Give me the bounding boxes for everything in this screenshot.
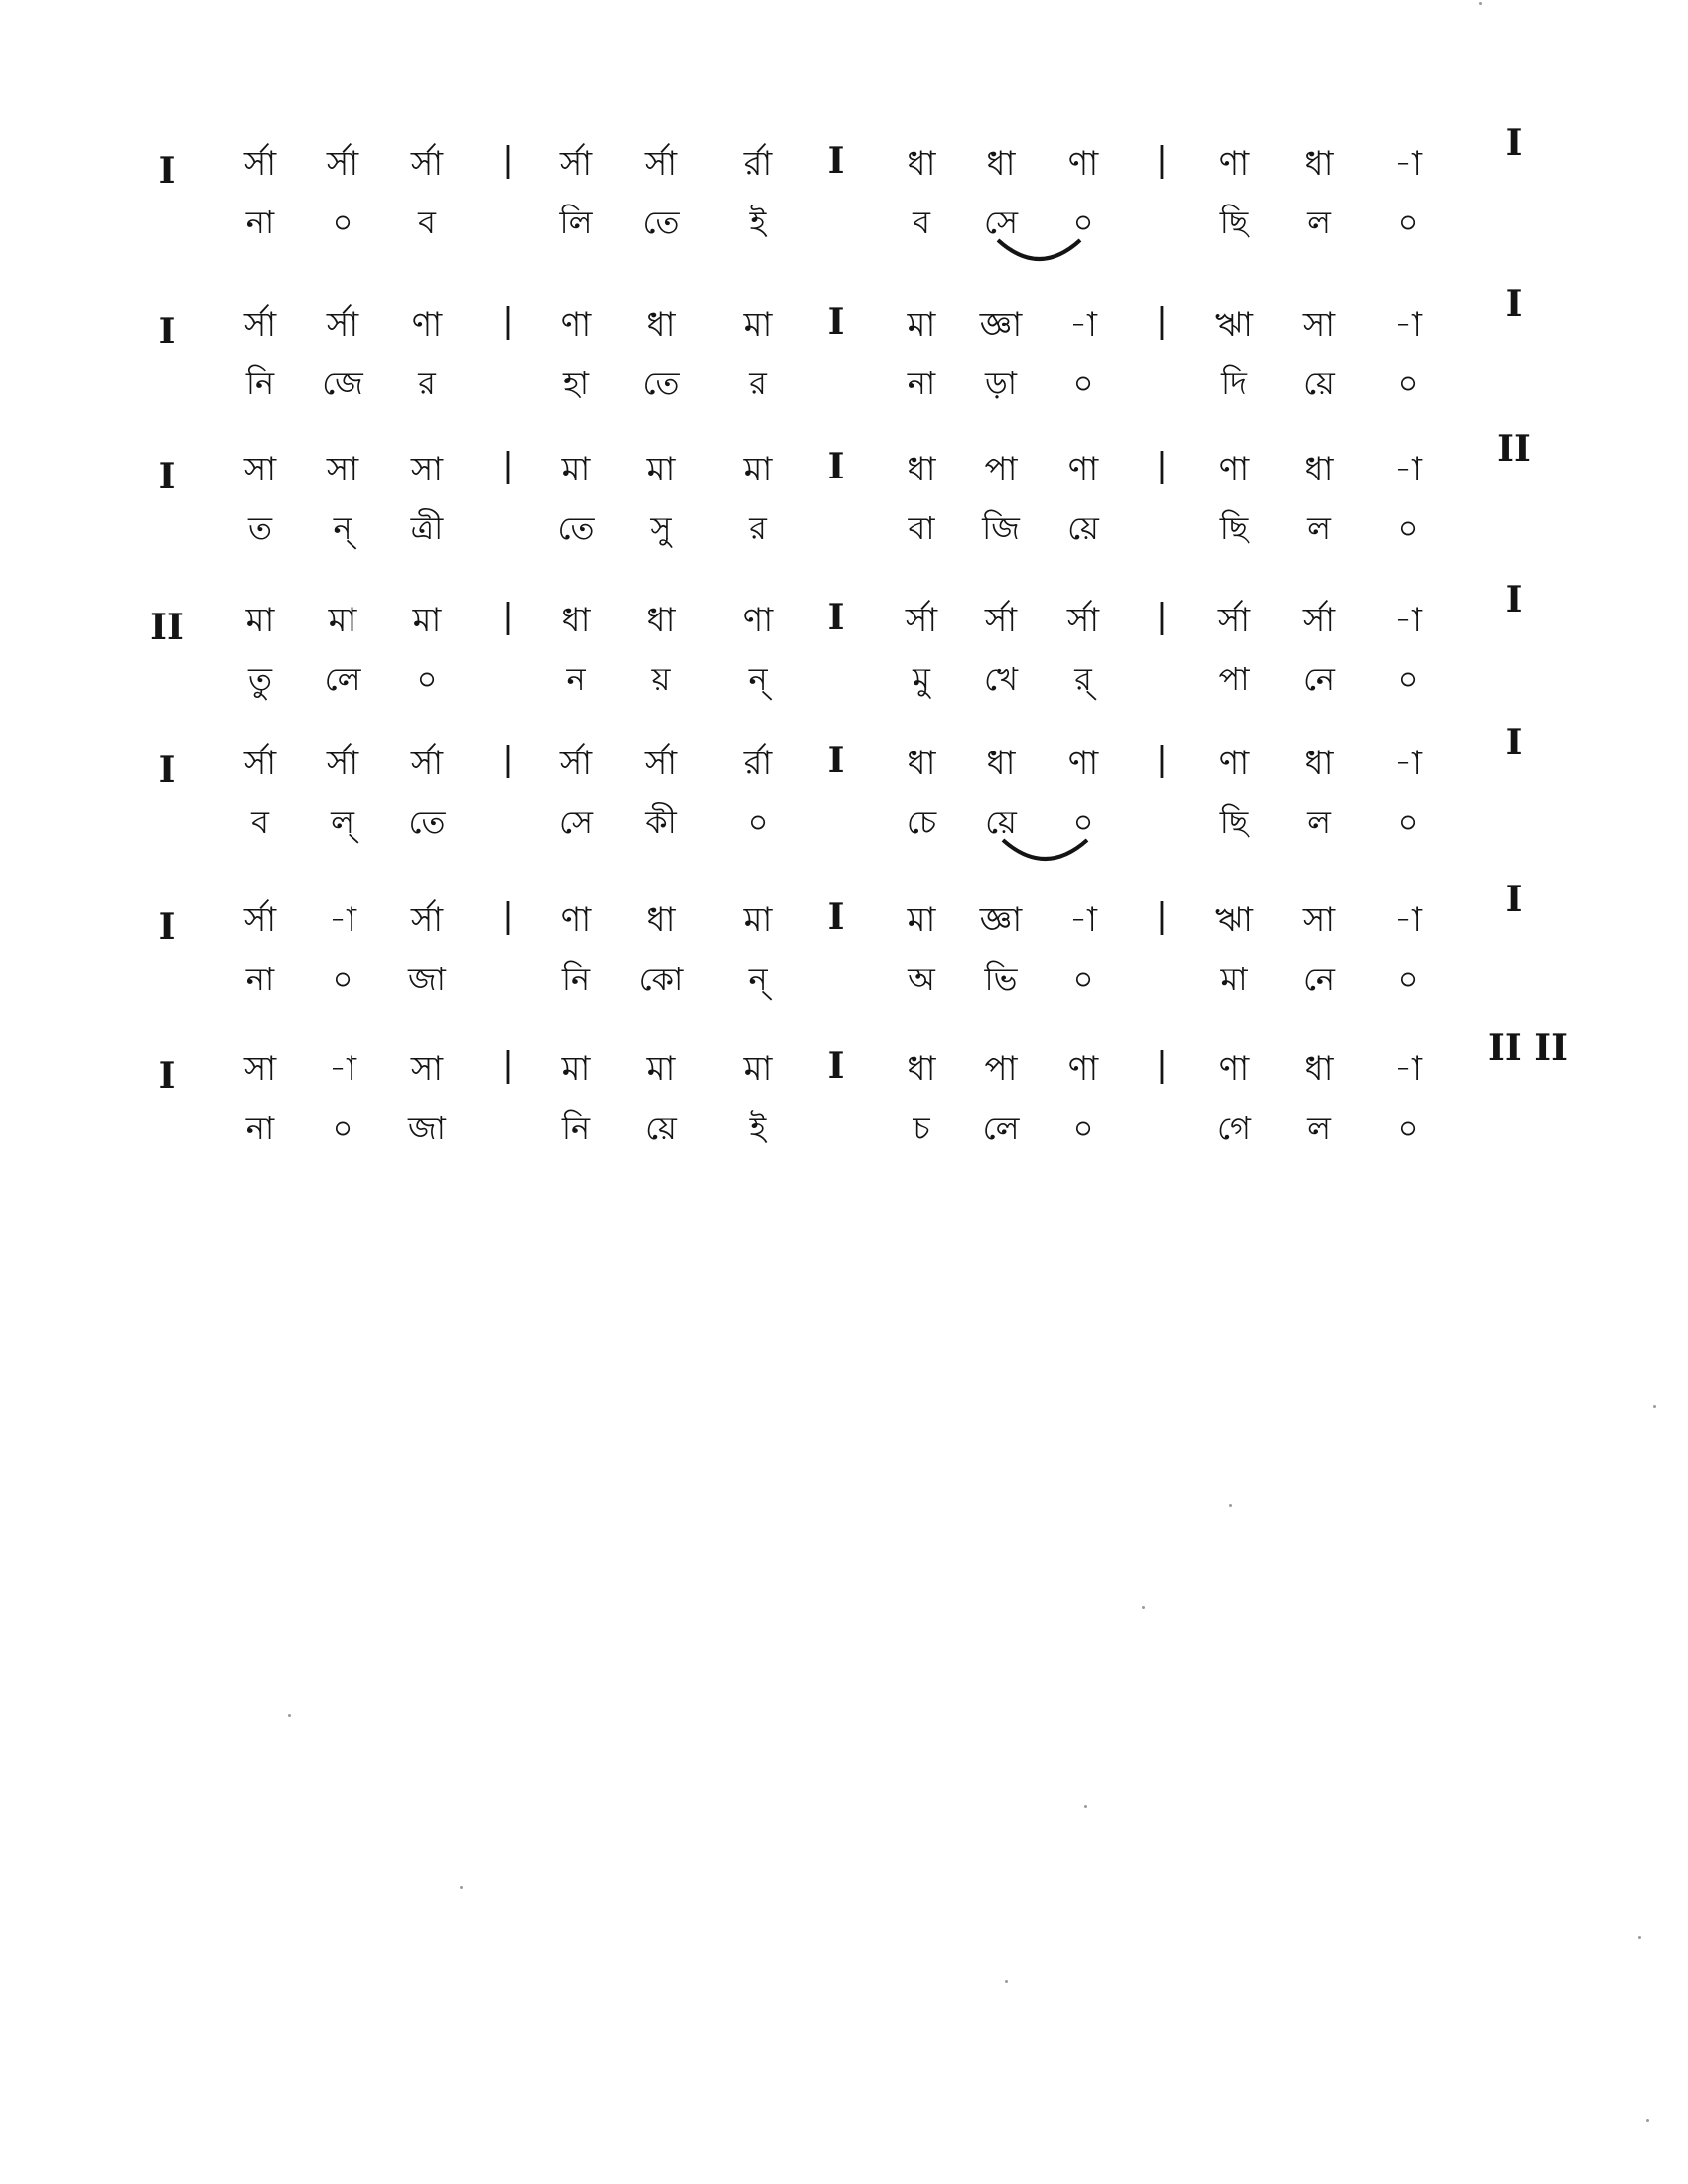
swara-note: সা — [243, 450, 277, 489]
swara-note: -া — [1069, 900, 1097, 940]
swara-note: ধা — [1304, 1049, 1334, 1089]
measure-barline: I — [827, 446, 845, 487]
lyric-syllable: নি — [561, 1109, 591, 1147]
swara-note: সা — [326, 450, 359, 489]
lyric-syllable: জা — [408, 960, 446, 998]
lyric-syllable: তু — [247, 660, 273, 698]
swara-note: র্সা — [1066, 601, 1100, 640]
swara-note: র্সা — [905, 601, 938, 640]
lyric-syllable: র — [749, 509, 767, 547]
swara-note: -া — [1394, 144, 1422, 184]
measure-barline: | — [502, 896, 514, 936]
measure-barline: I — [827, 140, 845, 182]
swara-note: র্সা — [1217, 601, 1251, 640]
swara-note: মা — [743, 1049, 773, 1089]
lyric-syllable: খে — [984, 660, 1018, 698]
lyric-syllable: ০ — [416, 660, 438, 698]
lyric-syllable: নি — [561, 960, 591, 998]
lyric-syllable: ব — [418, 204, 436, 241]
swara-note: র্সা — [243, 900, 277, 940]
swara-note: ণা — [1067, 1049, 1099, 1089]
scan-speck — [1479, 2, 1482, 5]
lyric-syllable: ০ — [332, 1109, 353, 1147]
lyric-syllable: নে — [1302, 960, 1336, 998]
slur-arc — [988, 236, 1107, 276]
lyric-syllable: ০ — [1072, 364, 1094, 402]
lyric-syllable: জে — [322, 364, 363, 402]
lyric-syllable: র — [418, 364, 436, 402]
slur-arc — [993, 836, 1112, 876]
swara-note: মা — [561, 1049, 591, 1089]
start-barline: I — [158, 1055, 176, 1097]
swara-note: র্সা — [243, 144, 277, 184]
swara-note: জ্ঞা — [979, 900, 1023, 940]
lyric-syllable: ল — [1307, 204, 1331, 241]
start-barline: I — [158, 311, 176, 352]
swara-note: মা — [907, 305, 936, 344]
lyric-syllable: লে — [982, 1109, 1020, 1147]
lyric-syllable: জি — [982, 509, 1020, 547]
end-barline: II II — [1488, 1027, 1568, 1069]
lyric-syllable: তে — [642, 364, 680, 402]
swara-note: ধা — [561, 601, 591, 640]
start-barline: I — [158, 150, 176, 192]
lyric-syllable: নে — [1302, 660, 1336, 698]
swara-note: ধা — [986, 744, 1016, 783]
swara-note: -া — [1394, 744, 1422, 783]
end-barline: I — [1505, 122, 1523, 164]
swara-note: ধা — [907, 450, 936, 489]
lyric-syllable: তে — [557, 509, 595, 547]
lyric-syllable: নি — [245, 364, 275, 402]
lyric-syllable: না — [245, 204, 275, 241]
measure-barline: | — [1156, 597, 1168, 636]
swara-note: মা — [646, 450, 676, 489]
end-barline: I — [1505, 879, 1523, 920]
lyric-syllable: ড়া — [984, 364, 1018, 402]
lyric-syllable: ০ — [1397, 1109, 1419, 1147]
swara-note: -া — [1394, 601, 1422, 640]
start-barline: I — [158, 906, 176, 948]
swara-note: র্সা — [243, 744, 277, 783]
lyric-syllable: ব — [913, 204, 930, 241]
lyric-syllable: ০ — [1072, 803, 1094, 841]
swara-note: মা — [328, 601, 357, 640]
swara-note: ধা — [1304, 144, 1334, 184]
swara-note: ণা — [411, 305, 443, 344]
lyric-syllable: মা — [1220, 960, 1248, 998]
swara-note: সা — [410, 450, 444, 489]
scan-speck — [1229, 1504, 1232, 1507]
swara-note: ণা — [560, 305, 592, 344]
start-barline: II — [150, 607, 184, 648]
swara-note: র্সা — [644, 744, 678, 783]
lyric-syllable: না — [907, 364, 936, 402]
swara-note: মা — [245, 601, 275, 640]
swara-note: জ্ঞা — [979, 305, 1023, 344]
lyric-syllable: চ — [913, 1109, 930, 1147]
swara-note: ধা — [907, 144, 936, 184]
lyric-syllable: সু — [650, 509, 672, 547]
measure-barline: | — [1156, 140, 1168, 180]
scan-speck — [1005, 1980, 1008, 1983]
lyric-syllable: ন্ — [748, 660, 768, 698]
swara-note: র্সা — [410, 900, 444, 940]
swara-note: ঋা — [1215, 305, 1253, 344]
lyric-syllable: ই — [749, 204, 767, 241]
lyric-syllable: সে — [558, 803, 594, 841]
swara-note: সা — [1302, 900, 1336, 940]
measure-barline: | — [502, 446, 514, 485]
lyric-syllable: ০ — [1397, 204, 1419, 241]
swara-note: ণা — [1218, 1049, 1250, 1089]
scan-speck — [1653, 1405, 1656, 1408]
lyric-syllable: ০ — [1072, 1109, 1094, 1147]
swara-note: র্সা — [326, 305, 359, 344]
swara-note: ধা — [986, 144, 1016, 184]
start-barline: I — [158, 456, 176, 497]
swara-note: পা — [984, 450, 1018, 489]
lyric-syllable: র্ — [1074, 660, 1092, 698]
swara-note: সা — [243, 1049, 277, 1089]
lyric-syllable: ০ — [1397, 803, 1419, 841]
measure-barline: I — [827, 896, 845, 938]
scan-speck — [460, 1886, 463, 1889]
lyric-syllable: ল্ — [331, 803, 354, 841]
lyric-syllable: মু — [913, 660, 930, 698]
swara-note: র্সা — [410, 744, 444, 783]
lyric-syllable: য়ে — [1303, 364, 1335, 402]
swara-note: -া — [1394, 450, 1422, 489]
lyric-syllable: তে — [642, 204, 680, 241]
lyric-syllable: ০ — [1397, 960, 1419, 998]
lyric-syllable: ন্ — [748, 960, 768, 998]
lyric-syllable: বা — [908, 509, 935, 547]
swara-note: -া — [1394, 305, 1422, 344]
scan-speck — [1638, 1936, 1641, 1939]
swara-note: র্সা — [326, 144, 359, 184]
lyric-syllable: ল — [1307, 1109, 1331, 1147]
swara-note: ণা — [1218, 144, 1250, 184]
swara-note: র্সা — [326, 744, 359, 783]
lyric-syllable: য় — [651, 660, 671, 698]
start-barline: I — [158, 750, 176, 791]
swara-note: র্সা — [1302, 601, 1336, 640]
swara-note: ণা — [1218, 450, 1250, 489]
lyric-syllable: ০ — [332, 960, 353, 998]
lyric-syllable: না — [245, 960, 275, 998]
lyric-syllable: হা — [562, 364, 590, 402]
swara-note: ধা — [646, 305, 676, 344]
swara-note: র্সা — [559, 144, 593, 184]
scan-speck — [1646, 2119, 1649, 2122]
lyric-syllable: ছি — [1219, 509, 1249, 547]
scan-speck — [1084, 1805, 1087, 1808]
measure-barline: | — [1156, 740, 1168, 779]
lyric-syllable: সে — [983, 204, 1019, 241]
measure-barline: | — [1156, 1045, 1168, 1085]
lyric-syllable: য়ে — [645, 1109, 677, 1147]
swara-note: ধা — [907, 1049, 936, 1089]
swara-note: ণা — [1067, 144, 1099, 184]
swara-note: -া — [329, 900, 356, 940]
swara-note: ধা — [1304, 744, 1334, 783]
swara-note: র্সা — [243, 305, 277, 344]
measure-barline: I — [827, 1045, 845, 1087]
swara-note: ণা — [742, 601, 774, 640]
end-barline: I — [1505, 579, 1523, 620]
lyric-syllable: র — [749, 364, 767, 402]
lyric-syllable: ০ — [1072, 204, 1094, 241]
swara-note: -া — [329, 1049, 356, 1089]
measure-barline: | — [502, 140, 514, 180]
measure-barline: I — [827, 301, 845, 342]
swara-note: মা — [412, 601, 442, 640]
swara-note: ণা — [560, 900, 592, 940]
swara-note: -া — [1394, 900, 1422, 940]
swara-note: মা — [743, 900, 773, 940]
swara-note: ঋা — [1215, 900, 1253, 940]
swara-note: মা — [561, 450, 591, 489]
scan-speck — [288, 1714, 291, 1717]
lyric-syllable: কো — [638, 960, 684, 998]
swara-note: মা — [743, 450, 773, 489]
lyric-syllable: ব — [251, 803, 269, 841]
lyric-syllable: ০ — [1397, 660, 1419, 698]
lyric-syllable: তে — [408, 803, 446, 841]
swara-note: ণা — [1067, 450, 1099, 489]
end-barline: II — [1497, 428, 1531, 470]
measure-barline: | — [502, 740, 514, 779]
swara-note: ধা — [646, 900, 676, 940]
lyric-syllable: ই — [749, 1109, 767, 1147]
swara-note: র্রা — [743, 744, 773, 783]
swara-note: ণা — [1067, 744, 1099, 783]
lyric-syllable: ০ — [332, 204, 353, 241]
measure-barline: | — [502, 301, 514, 341]
lyric-syllable: অ — [908, 960, 935, 998]
lyric-syllable: ০ — [1397, 364, 1419, 402]
lyric-syllable: ছি — [1219, 803, 1249, 841]
lyric-syllable: ভি — [984, 960, 1018, 998]
lyric-syllable: ন্ — [333, 509, 352, 547]
swara-note: ধা — [646, 601, 676, 640]
end-barline: I — [1505, 283, 1523, 325]
lyric-syllable: ল — [1307, 803, 1331, 841]
lyric-syllable: ন — [566, 660, 586, 698]
swara-note: -া — [1069, 305, 1097, 344]
lyric-syllable: লে — [324, 660, 361, 698]
lyric-syllable: পা — [1218, 660, 1250, 698]
swara-note: মা — [646, 1049, 676, 1089]
lyric-syllable: ল — [1307, 509, 1331, 547]
lyric-syllable: ত — [247, 509, 273, 547]
swara-note: র্সা — [644, 144, 678, 184]
lyric-syllable: ০ — [1397, 509, 1419, 547]
lyric-syllable: ০ — [747, 803, 769, 841]
scan-speck — [1142, 1606, 1145, 1609]
swara-note: সা — [410, 1049, 444, 1089]
swara-note: র্সা — [984, 601, 1018, 640]
lyric-syllable: য়ে — [1067, 509, 1099, 547]
lyric-syllable: কী — [645, 803, 677, 841]
swara-note: র্সা — [410, 144, 444, 184]
swara-note: র্সা — [559, 744, 593, 783]
measure-barline: I — [827, 740, 845, 781]
swara-note: ধা — [1304, 450, 1334, 489]
lyric-syllable: গে — [1217, 1109, 1251, 1147]
lyric-syllable: জা — [408, 1109, 446, 1147]
measure-barline: | — [1156, 896, 1168, 936]
lyric-syllable: না — [245, 1109, 275, 1147]
measure-barline: | — [502, 1045, 514, 1085]
measure-barline: | — [1156, 446, 1168, 485]
measure-barline: I — [827, 597, 845, 638]
swara-note: র্রা — [743, 144, 773, 184]
lyric-syllable: চে — [906, 803, 937, 841]
swara-note: ণা — [1218, 744, 1250, 783]
swara-note: -া — [1394, 1049, 1422, 1089]
end-barline: I — [1505, 722, 1523, 763]
lyric-syllable: য়ে — [985, 803, 1017, 841]
swara-note: ধা — [907, 744, 936, 783]
lyric-syllable: ছি — [1219, 204, 1249, 241]
swara-note: মা — [907, 900, 936, 940]
lyric-syllable: লি — [559, 204, 593, 241]
swara-note: পা — [984, 1049, 1018, 1089]
swara-note: সা — [1302, 305, 1336, 344]
measure-barline: | — [1156, 301, 1168, 341]
swara-note: মা — [743, 305, 773, 344]
lyric-syllable: ০ — [1072, 960, 1094, 998]
measure-barline: | — [502, 597, 514, 636]
lyric-syllable: ত্রী — [410, 509, 444, 547]
lyric-syllable: দি — [1221, 364, 1247, 402]
